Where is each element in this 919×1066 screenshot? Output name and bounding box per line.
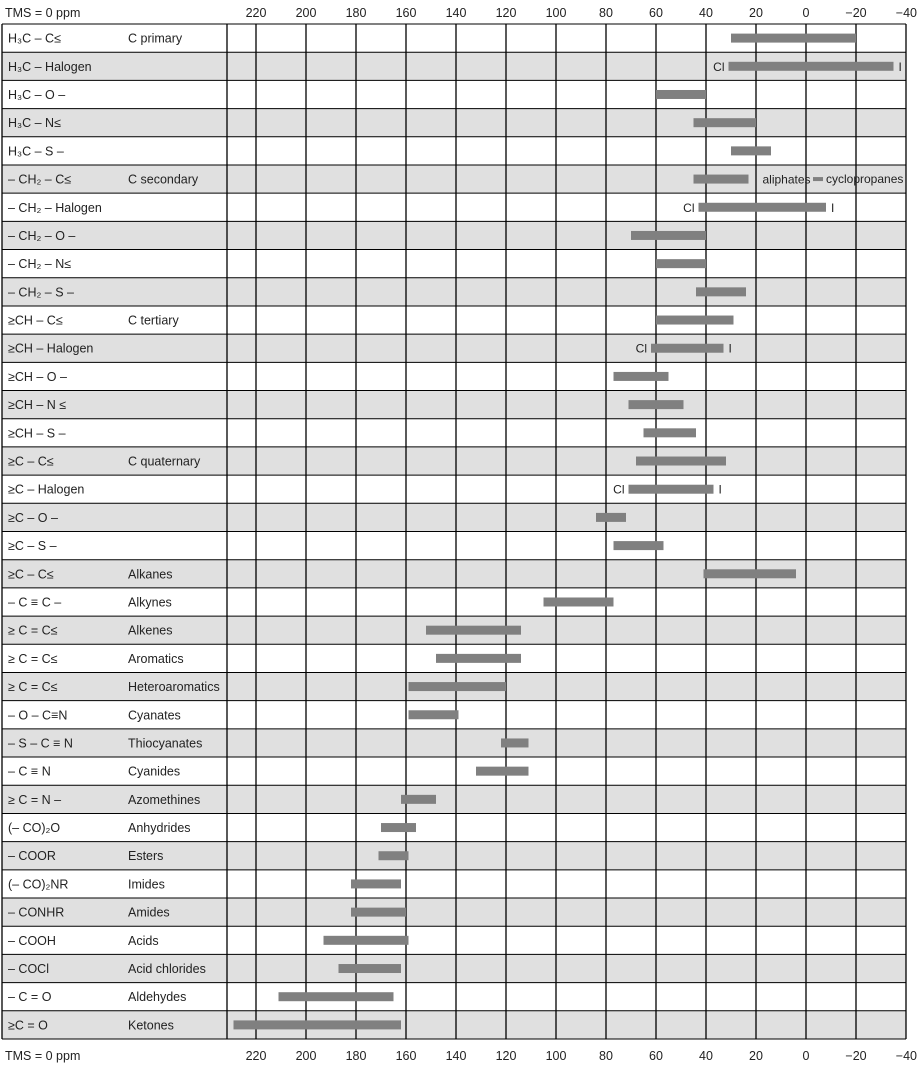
group-label: (– CO)₂O bbox=[8, 821, 61, 836]
tick-label-top: 40 bbox=[699, 6, 713, 20]
shift-range-bar bbox=[324, 936, 409, 945]
group-label: – CH₂ – C≤ bbox=[8, 172, 72, 187]
group-label: – C = O bbox=[8, 990, 52, 1005]
group-label: H₃C – Halogen bbox=[8, 59, 92, 74]
compound-class-label: Cyanides bbox=[128, 764, 181, 779]
tick-label-top: −20 bbox=[845, 6, 867, 20]
tick-label-bottom: 200 bbox=[295, 1049, 317, 1063]
shift-range-bar bbox=[656, 259, 706, 268]
legend-swatch bbox=[813, 177, 823, 181]
range-end-label: I bbox=[718, 482, 722, 497]
shift-range-bar bbox=[379, 851, 409, 860]
range-end-label: I bbox=[728, 341, 732, 356]
shift-range-bar bbox=[699, 203, 827, 212]
shift-range-bar bbox=[651, 344, 724, 353]
tick-label-bottom: 20 bbox=[749, 1049, 763, 1063]
range-end-label: I bbox=[898, 59, 902, 74]
shift-range-bar bbox=[351, 908, 406, 917]
group-label: ≥C – S – bbox=[8, 539, 57, 554]
range-end-label: I bbox=[831, 200, 835, 215]
compound-class-label: Aldehydes bbox=[128, 990, 187, 1005]
shift-range-bar bbox=[381, 823, 416, 832]
compound-class-label: Esters bbox=[128, 849, 164, 864]
shift-range-bar bbox=[596, 513, 626, 522]
group-label: H₃C – C≤ bbox=[8, 31, 61, 46]
shift-range-bar bbox=[636, 457, 726, 466]
row-shade bbox=[2, 503, 906, 531]
tick-label-top: 80 bbox=[599, 6, 613, 20]
shift-range-bar bbox=[501, 738, 529, 747]
tick-label-bottom: 0 bbox=[802, 1049, 810, 1063]
shift-range-bar bbox=[234, 1020, 402, 1029]
group-label: ≥ C = N – bbox=[8, 792, 62, 807]
compound-class-label: C secondary bbox=[128, 172, 199, 187]
compound-class-label: C quaternary bbox=[128, 454, 201, 469]
compound-class-label: Heteroaromatics bbox=[128, 680, 220, 695]
tick-label-top: 0 bbox=[802, 6, 810, 20]
shift-range-bar bbox=[614, 541, 664, 550]
group-label: – O – C≡N bbox=[8, 708, 68, 723]
range-start-label: Cl bbox=[713, 59, 725, 74]
compound-class-label: Ketones bbox=[128, 1018, 174, 1033]
tick-label-bottom: 140 bbox=[445, 1049, 467, 1063]
compound-class-label: Acid chlorides bbox=[128, 962, 206, 977]
group-label: ≥CH – Halogen bbox=[8, 341, 94, 356]
row-shade bbox=[2, 391, 906, 419]
group-label: – C ≡ C – bbox=[8, 595, 62, 610]
legend-label: cyclopropanes bbox=[826, 172, 904, 187]
tick-label-top: 220 bbox=[245, 6, 267, 20]
shift-range-bar bbox=[629, 485, 714, 494]
tick-label-bottom: 80 bbox=[599, 1049, 613, 1063]
group-label: – COOR bbox=[8, 849, 56, 864]
tick-label-bottom: 40 bbox=[699, 1049, 713, 1063]
compound-class-label: Alkynes bbox=[128, 595, 172, 610]
group-label: – CH₂ – O – bbox=[8, 228, 76, 243]
shift-range-bar bbox=[694, 118, 757, 127]
shift-range-bar bbox=[476, 767, 529, 776]
compound-class-label: Anhydrides bbox=[128, 821, 191, 836]
shift-range-bar bbox=[656, 316, 734, 325]
shift-range-bar bbox=[409, 682, 507, 691]
shift-range-bar bbox=[656, 90, 706, 99]
shift-range-bar bbox=[401, 795, 436, 804]
shift-range-bar bbox=[339, 964, 402, 973]
tick-label-top: 180 bbox=[345, 6, 367, 20]
compound-class-label: Imides bbox=[128, 877, 165, 892]
tick-label-bottom: 120 bbox=[495, 1049, 517, 1063]
tick-label-bottom: 160 bbox=[395, 1049, 417, 1063]
group-label: H₃C – N≤ bbox=[8, 116, 61, 131]
group-label: ≥CH – S – bbox=[8, 426, 66, 441]
row-shade bbox=[2, 278, 906, 306]
shift-range-bar bbox=[614, 372, 669, 381]
tick-label-top: 140 bbox=[445, 6, 467, 20]
group-label: – COCl bbox=[8, 962, 49, 977]
group-label: – S – C ≡ N bbox=[8, 736, 73, 751]
tick-label-top: 20 bbox=[749, 6, 763, 20]
row-shade bbox=[2, 109, 906, 137]
shift-range-bar bbox=[729, 62, 894, 71]
tick-label-bottom: 220 bbox=[245, 1049, 267, 1063]
tick-label-top: 200 bbox=[295, 6, 317, 20]
group-label: ≥C – O – bbox=[8, 510, 58, 525]
shift-range-bar bbox=[631, 231, 706, 240]
shift-range-bar bbox=[731, 146, 771, 155]
shift-range-bar bbox=[351, 879, 401, 888]
group-label: ≥ C = C≤ bbox=[8, 680, 58, 695]
compound-class-label: Thiocyanates bbox=[128, 736, 203, 751]
group-label: – COOH bbox=[8, 933, 56, 948]
compound-class-label: Aromatics bbox=[128, 651, 184, 666]
tick-label-top: −40 bbox=[895, 6, 917, 20]
tick-label-top: 60 bbox=[649, 6, 663, 20]
compound-class-label: C tertiary bbox=[128, 313, 179, 328]
tick-label-bottom: 60 bbox=[649, 1049, 663, 1063]
tick-label-top: 160 bbox=[395, 6, 417, 20]
compound-class-label: C primary bbox=[128, 31, 183, 46]
row-shade bbox=[2, 221, 906, 249]
compound-class-label: Acids bbox=[128, 933, 159, 948]
group-label: ≥C = O bbox=[8, 1018, 48, 1033]
group-label: ≥CH – C≤ bbox=[8, 313, 63, 328]
tick-label-bottom: 100 bbox=[545, 1049, 567, 1063]
shift-range-bar bbox=[426, 626, 521, 635]
group-label: ≥ C = C≤ bbox=[8, 623, 58, 638]
axis-label-top: TMS = 0 ppm bbox=[5, 6, 81, 20]
shift-range-bar bbox=[629, 400, 684, 409]
group-label: – CH₂ – Halogen bbox=[8, 200, 102, 215]
group-label: (– CO)₂NR bbox=[8, 877, 69, 892]
row-shade bbox=[2, 334, 906, 362]
shift-range-bar bbox=[644, 428, 697, 437]
compound-class-label: Azomethines bbox=[128, 792, 201, 807]
shift-range-bar bbox=[409, 710, 459, 719]
tick-label-bottom: −20 bbox=[845, 1049, 867, 1063]
axis-label-bottom: TMS = 0 ppm bbox=[5, 1049, 81, 1063]
shift-range-bar bbox=[704, 569, 797, 578]
group-label: ≥ C = C≤ bbox=[8, 651, 58, 666]
tick-label-top: 120 bbox=[495, 6, 517, 20]
group-label: – CONHR bbox=[8, 905, 65, 920]
range-start-label: Cl bbox=[683, 200, 695, 215]
shift-range-bar bbox=[436, 654, 521, 663]
shift-range-bar bbox=[544, 597, 614, 606]
compound-class-label: Cyanates bbox=[128, 708, 181, 723]
shift-range-bar bbox=[731, 34, 856, 43]
shift-range-bar bbox=[279, 992, 394, 1001]
group-label: ≥C – C≤ bbox=[8, 567, 54, 582]
group-label: – C ≡ N bbox=[8, 764, 51, 779]
shift-range-bar bbox=[696, 287, 746, 296]
range-note: aliphates bbox=[762, 172, 811, 187]
group-label: ≥C – C≤ bbox=[8, 454, 54, 469]
group-label: ≥C – Halogen bbox=[8, 482, 85, 497]
group-label: – CH₂ – S – bbox=[8, 285, 74, 300]
range-start-label: Cl bbox=[613, 482, 625, 497]
tick-label-top: 100 bbox=[545, 6, 567, 20]
group-label: ≥CH – O – bbox=[8, 369, 67, 384]
tick-label-bottom: 180 bbox=[345, 1049, 367, 1063]
compound-class-label: Alkanes bbox=[128, 567, 173, 582]
group-label: ≥CH – N ≤ bbox=[8, 398, 67, 413]
range-start-label: Cl bbox=[635, 341, 647, 356]
compound-class-label: Alkenes bbox=[128, 623, 173, 638]
tick-label-bottom: −40 bbox=[895, 1049, 917, 1063]
group-label: – CH₂ – N≤ bbox=[8, 257, 72, 272]
shift-range-bar bbox=[694, 175, 749, 184]
group-label: H₃C – S – bbox=[8, 144, 64, 159]
compound-class-label: Amides bbox=[128, 905, 170, 920]
group-label: H₃C – O – bbox=[8, 87, 66, 102]
